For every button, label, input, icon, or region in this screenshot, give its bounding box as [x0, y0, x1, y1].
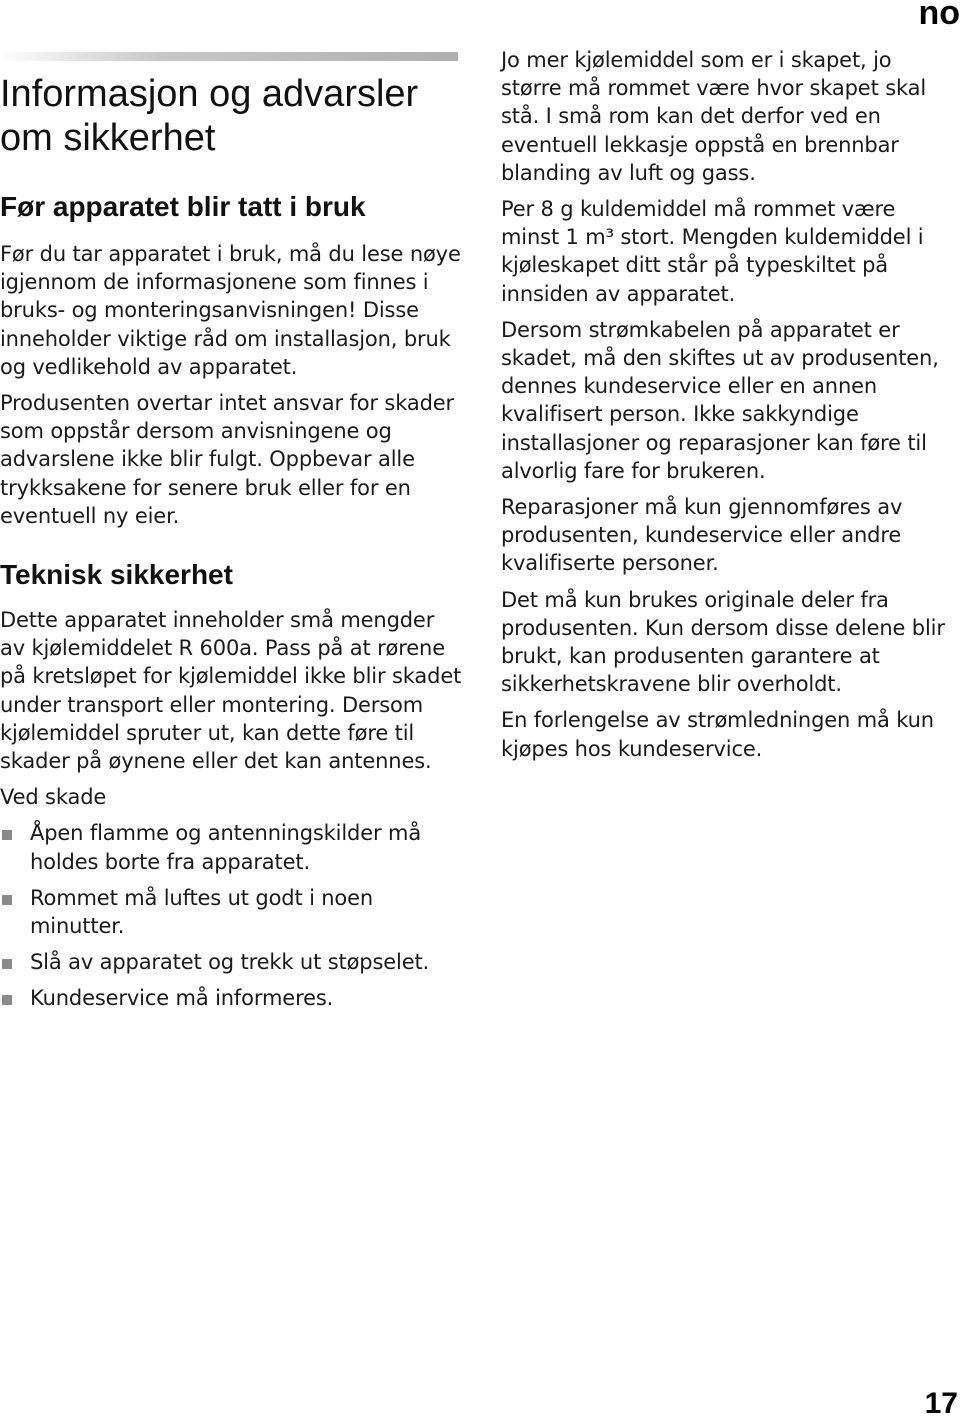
section-heading-before-use: Før apparatet blir tatt i bruk: [0, 191, 366, 222]
paragraph: Det må kun brukes originale deler fra produsenten. Kun dersom disse delene blir brukt, kan produsenten garantere at sikkerhetskravene blir overholdt.: [501, 587, 945, 697]
list-item-text: Kundeservice må informeres.: [30, 986, 334, 1011]
paragraph: Før du tar apparatet i bruk, må du lese nøye igjennom de informasjonene som finnes i bruks- og monteringsanvisningen! Disse inneholder viktige råd om installasjon, bruk og vedlikehold av apparatet.: [0, 242, 461, 379]
list-item-text: Åpen flamme og antenningskilder må holdes borte fra apparatet.: [30, 821, 422, 874]
paragraph: Produsenten overtar intet ansvar for skader som oppstår dersom anvisningene og advarslene ikke blir fulgt. Oppbevar alle trykksakene for senere bruk eller for en eventuell ny eier.: [0, 391, 455, 528]
list-item-text: Slå av apparatet og trekk ut støpselet.: [30, 950, 430, 975]
paragraph: Dette apparatet inneholder små mengder av kjølemiddelet R 600a. Pass på at rørene på kretsløpet for kjølemiddel ikke blir skadet under transport eller montering. Dersom kjølemiddel spruter ut, kan dette føre til skader på øynene eller det kan antennes.: [0, 608, 462, 774]
list-item: [0, 948, 462, 976]
section-heading-technical-safety: Teknisk sikkerhet: [0, 559, 233, 591]
paragraph: Dersom strømkabelen på apparatet er skadet, må den skiftes ut av produsenten, dennes kundeservice eller en annen kvalifisert person. Ikke sakkyndige installasjoner og reparasjoner kan føre til alvorlig fare for brukeren.: [501, 317, 939, 483]
list-item-text: Rommet må luftes ut godt i noen minutter.: [30, 885, 374, 939]
paragraph: Reparasjoner må kun gjennomføres av produsenten, kundeservice eller andre kvalifiserte personer.: [501, 495, 903, 576]
square-bullet-icon: [2, 959, 12, 969]
bullet-list: [0, 819, 462, 1012]
page-title: Informasjon og advarsler om sikkerhet: [0, 73, 419, 159]
list-item: [0, 819, 462, 875]
paragraph: Per 8 g kuldemiddel må rommet være minst 1 m³ stort. Mengden kuldemiddel i kjøleskapet ditt står på typeskiltet på innsiden av apparatet.: [501, 197, 924, 306]
paragraph: En forlengelse av strømledningen må kun kjøpes hos kundeservice.: [501, 708, 934, 761]
square-bullet-icon: [2, 995, 12, 1005]
page-number: 17: [924, 1387, 958, 1420]
paragraph: Ved skade: [0, 785, 107, 810]
list-item: [0, 884, 462, 940]
list-item: [0, 984, 462, 1012]
right-column: [501, 46, 953, 763]
square-bullet-icon: [2, 830, 12, 840]
left-column: [0, 72, 462, 1013]
square-bullet-icon: [2, 895, 12, 905]
header-rule: [0, 52, 458, 61]
language-tag: no: [918, 0, 960, 32]
paragraph: Jo mer kjølemiddel som er i skapet, jo større må rommet være hvor skapet skal stå. I små rom kan det derfor ved en eventuell lekkasje oppstå en brennbar blanding av luft og gass.: [501, 48, 927, 185]
